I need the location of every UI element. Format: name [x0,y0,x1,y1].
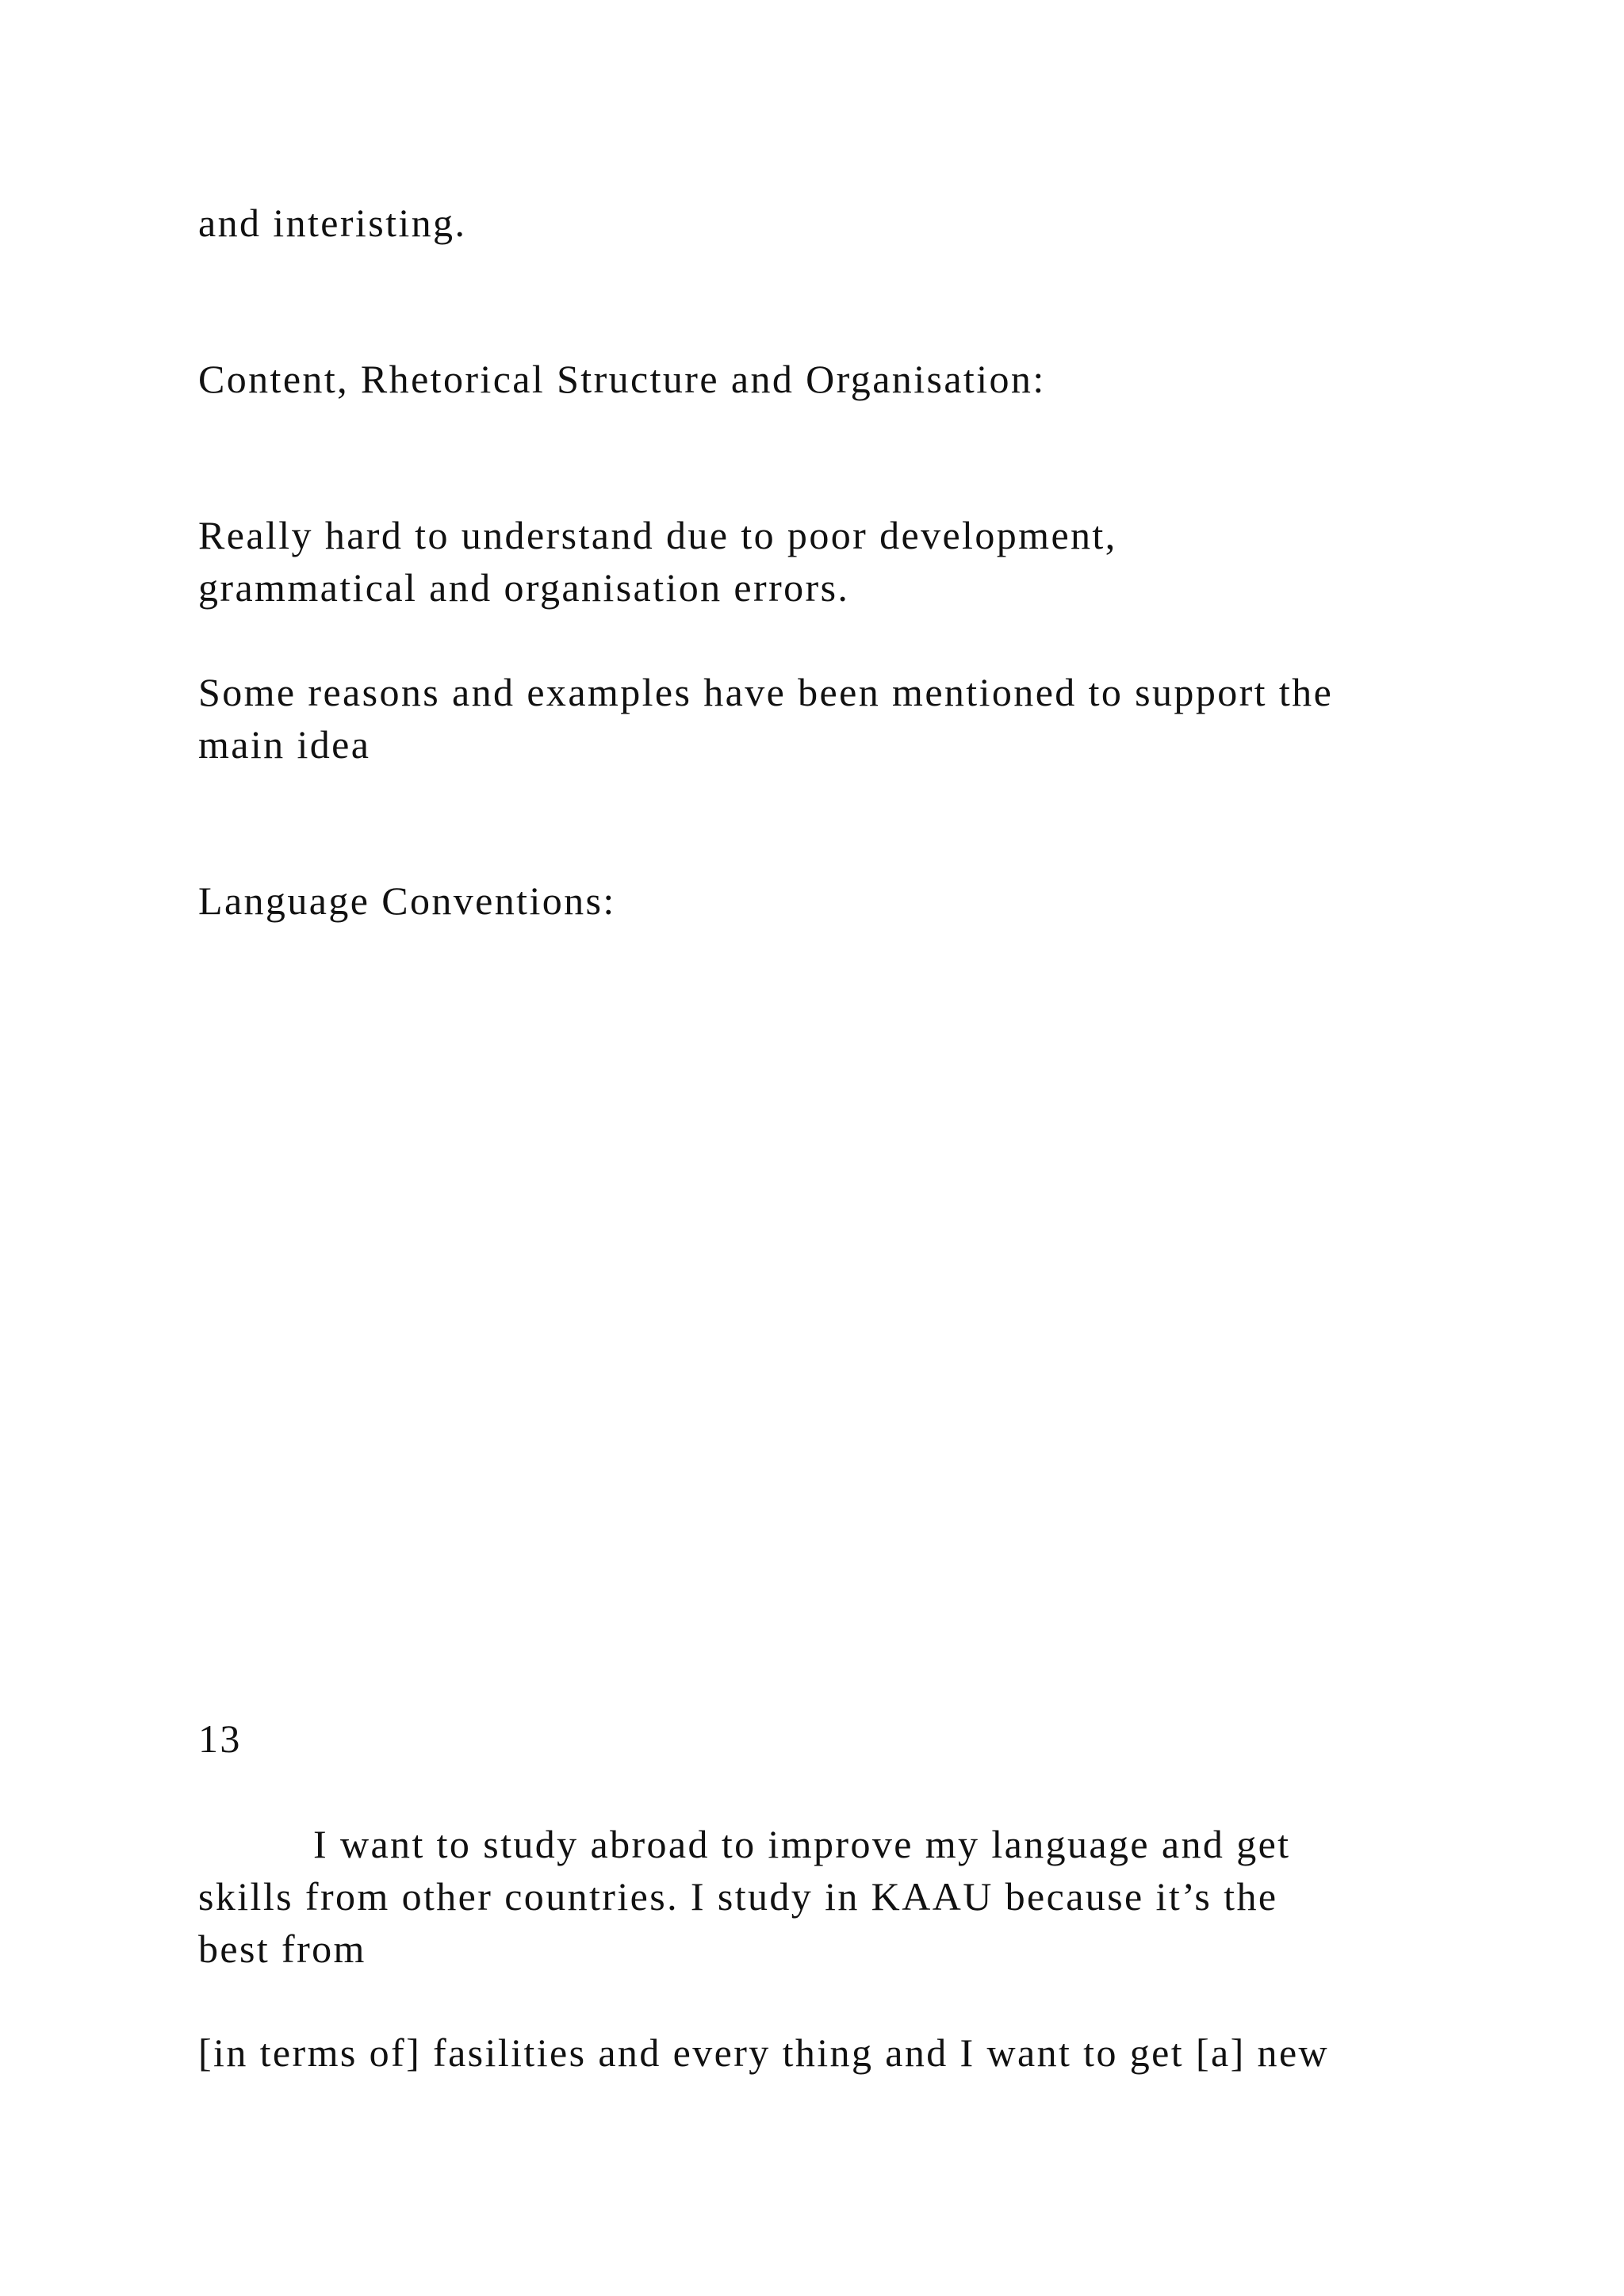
section-heading-language-conventions: Language Conventions: [198,878,616,923]
comment-line: grammatical and organisation errors. [198,565,850,610]
comment-line: Some reasons and examples have been mentioned to support the [198,670,1334,714]
text-line-continuation: and interisting. [198,201,467,245]
essay-paragraph-line: best from [198,1927,366,1971]
essay-number: 13 [198,1716,242,1761]
comment-line: Really hard to understand due to poor development, [198,513,1117,557]
comment-line: main idea [198,722,371,767]
essay-paragraph-line: skills from other countries. I study in KAAU because it’s the [198,1874,1278,1919]
essay-paragraph-line: [in terms of] fasilities and every thing and I want to get [a] new [198,2030,1330,2075]
section-heading-content-structure: Content, Rhetorical Structure and Organisation: [198,357,1046,401]
essay-paragraph-line: I want to study abroad to improve my language and get [313,1822,1291,1866]
